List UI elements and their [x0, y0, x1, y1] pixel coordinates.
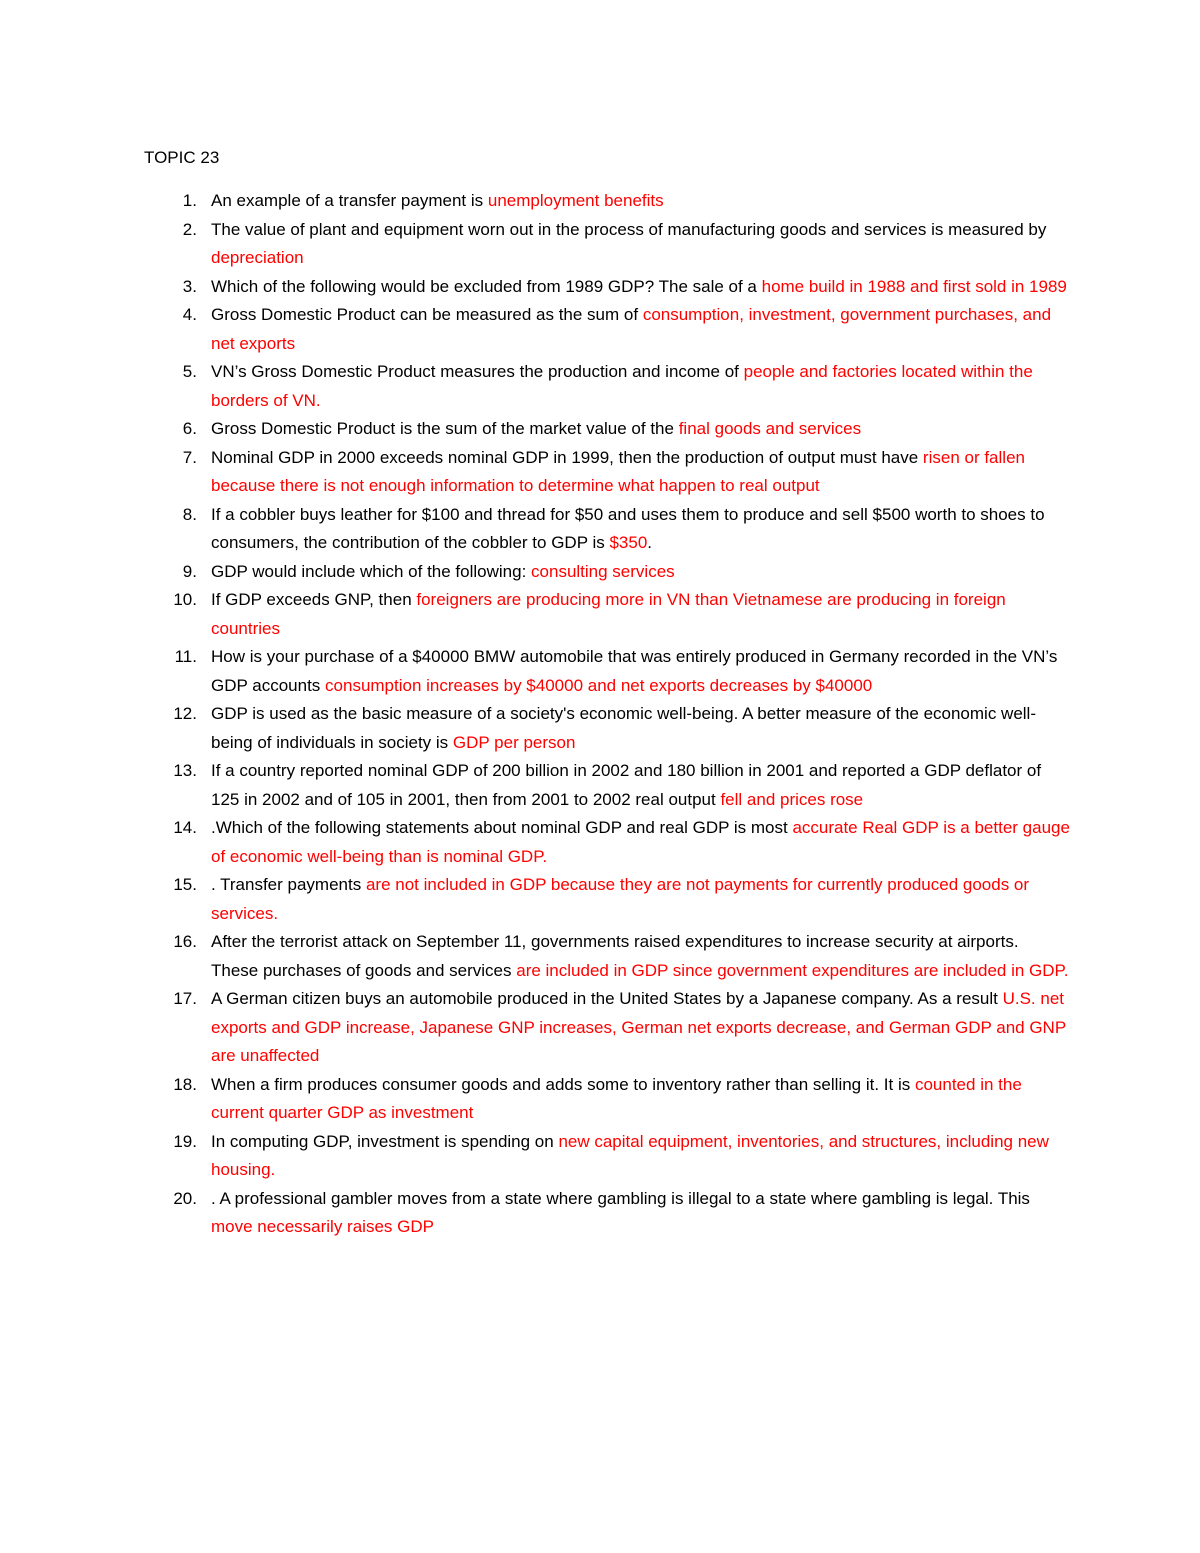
question-number: 5 . [144, 358, 204, 387]
answer-text: $350 [609, 533, 648, 552]
answer-text: unemployment benefits [487, 191, 664, 210]
question-text: An example of a transfer payment is [211, 191, 488, 210]
question-tail: . [647, 533, 653, 552]
question-text: Gross Domestic Product is the sum of the market value of the [211, 419, 679, 438]
answer-text: new capital equipment, inventories, and structures, including new housing. [211, 1131, 1049, 1179]
question-number: 18 . [144, 1071, 204, 1100]
question-item [144, 358, 1070, 415]
answer-text: risen or fallen because there is not enough information to determine what happen to real output [211, 447, 1025, 495]
question-item [144, 1071, 1070, 1128]
answer-text: consumption increases by $40000 and net exports decreases by $40000 [325, 675, 873, 695]
question-number: 13 . [144, 757, 204, 786]
question-text: GDP would include which of the following: [211, 561, 532, 581]
question-item [144, 700, 1070, 757]
question-list [144, 187, 1070, 1242]
question-item [144, 586, 1070, 643]
question-text: When a firm produces consumer goods and adds some to inventory rather than selling it. It is [211, 1074, 915, 1094]
answer-text: consumption, investment, government purchases, and net exports [211, 305, 1052, 353]
question-number: 19 . [144, 1128, 204, 1157]
question-text: . A professional gambler moves from a state where gambling is illegal to a state where gambling is legal. This [211, 1188, 1030, 1208]
question-text: The value of plant and equipment worn out in the process of manufacturing goods and services is measured by [211, 219, 1047, 239]
answer-text: people and factories located within the borders of VN. [211, 362, 1033, 410]
question-number: 8 . [144, 501, 204, 530]
question-number: 15 . [144, 871, 204, 900]
question-text: If a cobbler buys leather for $100 and thread for $50 and uses them to produce and sell $500 worth to shoes to consumers, the contribution of the cobbler to GDP is [211, 504, 1045, 552]
question-item [144, 757, 1070, 814]
question-item [144, 501, 1070, 558]
question-item [144, 187, 1070, 216]
question-number: 1 . [144, 187, 204, 216]
answer-text: are included in GDP since government expenditures are included in GDP. [516, 960, 1069, 980]
question-text: .Which of the following statements about nominal GDP and real GDP is most [211, 818, 793, 837]
question-text: Nominal GDP in 2000 exceeds nominal GDP in 1999, then the production of output must have [211, 447, 923, 467]
answer-text: U.S. net exports and GDP increase, Japanese GNP increases, German net exports decrease, and German GDP and GNP are unaffected [211, 989, 1066, 1065]
question-number: 2 . [144, 216, 204, 245]
question-item [144, 273, 1070, 302]
question-text: Which of the following would be excluded from 1989 GDP? The sale of a [211, 276, 762, 296]
question-number: 20 . [144, 1185, 204, 1214]
answer-text: are not included in GDP because they are not payments for currently produced goods or services. [211, 875, 1030, 923]
question-text: If GDP exceeds GNP, then [211, 590, 417, 609]
question-item [144, 643, 1070, 700]
answer-text: foreigners are producing more in VN than Vietnamese are producing in foreign countries [211, 590, 1006, 638]
question-text: In computing GDP, investment is spending on [211, 1131, 559, 1151]
question-number: 10 . [144, 586, 204, 615]
question-item [144, 444, 1070, 501]
question-number: 14 . [144, 814, 204, 843]
question-item [144, 985, 1070, 1071]
question-number: 7 . [144, 444, 204, 473]
answer-text: depreciation [211, 248, 304, 267]
question-text: After the terrorist attack on September 11, governments raised expenditures to increase security at airports. These purchases of goods and services [211, 932, 1019, 980]
answer-text: counted in the current quarter GDP as investment [211, 1074, 1022, 1122]
question-text: Gross Domestic Product can be measured as the sum of [211, 305, 643, 324]
question-item [144, 928, 1070, 985]
question-number: 12 . [144, 700, 204, 729]
question-text: How is your purchase of a $40000 BMW automobile that was entirely produced in Germany recorded in the VN’s GDP accounts [211, 647, 1058, 695]
question-text: If a country reported nominal GDP of 200 billion in 2002 and 180 billion in 2001 and reported a GDP deflator of 125 in 2002 and of 105 in 2001, then from 2001 to 2002 real output [211, 761, 1042, 809]
answer-text: consulting services [531, 561, 675, 581]
question-item [144, 1185, 1070, 1242]
question-number: 17 . [144, 985, 204, 1014]
question-item [144, 216, 1070, 273]
question-number: 4 . [144, 301, 204, 330]
question-item [144, 871, 1070, 928]
question-item [144, 814, 1070, 871]
answer-text: home build in 1988 and first sold in 1989 [761, 276, 1067, 296]
question-text: VN’s Gross Domestic Product measures the production and income of [211, 362, 744, 381]
question-text: A German citizen buys an automobile produced in the United States by a Japanese company. As a result [211, 989, 1003, 1008]
question-number: 16 . [144, 928, 204, 957]
question-text: GDP is used as the basic measure of a society's economic well-being. A better measure of the economic well-being of individuals in society is [211, 704, 1036, 752]
question-item [144, 415, 1070, 444]
answer-text: fell and prices rose [720, 789, 864, 809]
question-item [144, 1128, 1070, 1185]
page-title: TOPIC 23 [144, 148, 220, 167]
question-number: 11 . [144, 643, 204, 672]
answer-text: move necessarily raises GDP [211, 1217, 434, 1236]
question-number: 3 . [144, 273, 204, 302]
question-item [144, 301, 1070, 358]
answer-text: final goods and services [678, 419, 862, 438]
answer-text: GDP per person [452, 732, 576, 752]
question-number: 6 . [144, 415, 204, 444]
answer-text: accurate Real GDP is a better gauge of economic well-being than is nominal GDP. [211, 818, 1070, 866]
question-item [144, 558, 1070, 587]
question-text: . Transfer payments [211, 875, 366, 894]
question-number: 9 . [144, 558, 204, 587]
